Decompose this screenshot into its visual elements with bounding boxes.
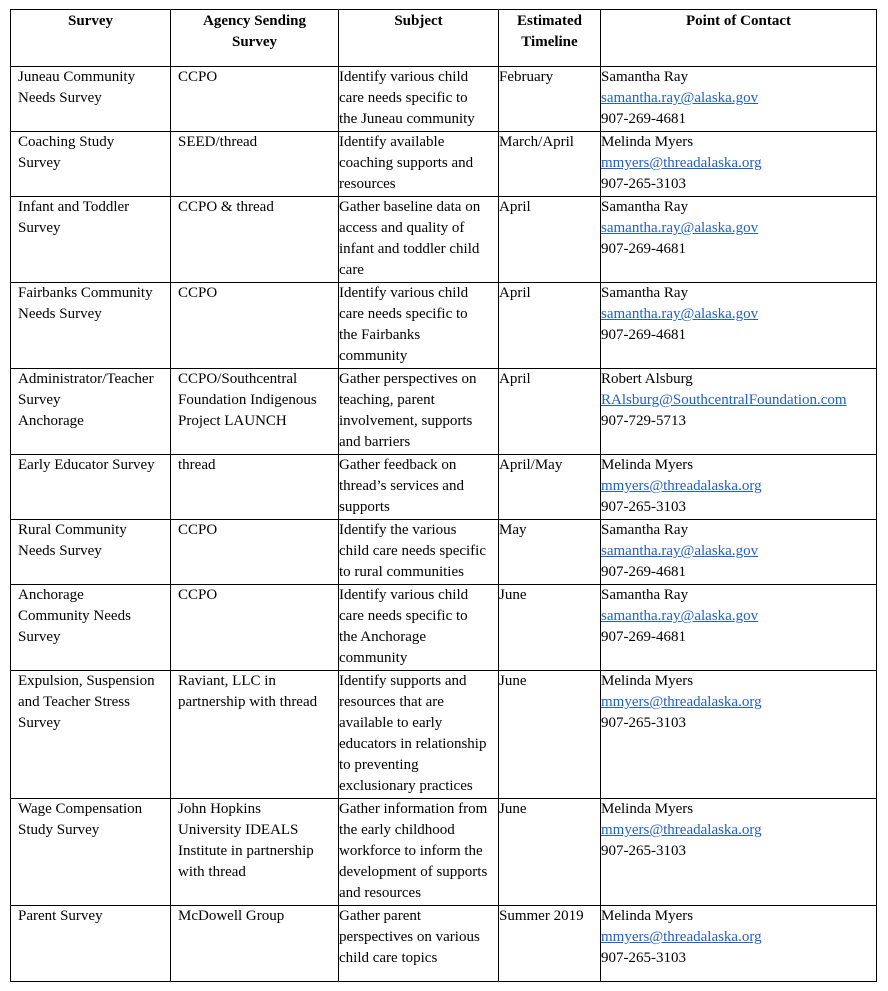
subject-text: Gather perspectives on — [339, 371, 477, 387]
survey-name-text: Survey — [18, 629, 61, 645]
survey-name-text: Parent Survey — [18, 908, 103, 924]
subject-cell — [339, 283, 499, 369]
survey-name-text: Infant and Toddler — [18, 199, 130, 215]
survey-name-text: Study Survey — [18, 822, 100, 838]
survey-cell — [11, 671, 171, 799]
contact-name: Samantha Ray — [601, 69, 689, 85]
timeline-cell — [499, 132, 601, 197]
contact-email-link[interactable]: samantha.ray@alaska.gov — [601, 90, 759, 106]
subject-cell — [339, 67, 499, 132]
table-row — [11, 906, 877, 982]
timeline-text: May — [499, 522, 527, 538]
survey-cell — [11, 369, 171, 455]
agency-text: CCPO — [178, 522, 218, 538]
subject-text: resources — [339, 176, 396, 192]
table-row — [11, 585, 877, 671]
contact-email-link[interactable]: RAlsburg@SouthcentralFoundation.com — [601, 392, 847, 408]
header-text: Survey — [68, 13, 113, 29]
table-row — [11, 520, 877, 585]
timeline-cell — [499, 67, 601, 132]
header-text: Subject — [394, 13, 443, 29]
agency-text: SEED/thread — [178, 134, 258, 150]
table-row — [11, 197, 877, 283]
header-text: Estimated — [517, 13, 582, 29]
timeline-text: Summer 2019 — [499, 908, 584, 924]
subject-text: care needs specific to — [339, 90, 468, 106]
subject-cell — [339, 671, 499, 799]
agency-text: CCPO — [178, 587, 218, 603]
agency-text: Project LAUNCH — [178, 413, 287, 429]
agency-cell — [171, 132, 339, 197]
subject-text: development of supports — [339, 864, 488, 880]
contact-cell — [601, 520, 877, 585]
contact-email-link[interactable]: samantha.ray@alaska.gov — [601, 608, 759, 624]
subject-text: care needs specific to — [339, 608, 468, 624]
survey-cell — [11, 520, 171, 585]
subject-text: Identify available — [339, 134, 445, 150]
contact-name: Robert Alsburg — [601, 371, 693, 387]
subject-text: Identify the various — [339, 522, 457, 538]
subject-text: Gather baseline data on — [339, 199, 481, 215]
timeline-text: February — [499, 69, 554, 85]
subject-text: community — [339, 348, 408, 364]
survey-name-text: Anchorage — [18, 587, 84, 603]
subject-text: Identify various child — [339, 285, 469, 301]
survey-name-text: Fairbanks Community — [18, 285, 153, 301]
agency-text: partnership with thread — [178, 694, 318, 710]
subject-text: the early childhood — [339, 822, 455, 838]
table-row — [11, 455, 877, 520]
subject-text: Identify various child — [339, 587, 469, 603]
survey-cell — [11, 906, 171, 982]
contact-name: Samantha Ray — [601, 199, 689, 215]
contact-phone: 907-269-4681 — [601, 327, 686, 343]
timeline-cell — [499, 585, 601, 671]
contact-email-link[interactable]: mmyers@threadalaska.org — [601, 694, 762, 710]
subject-text: exclusionary practices — [339, 778, 473, 794]
survey-cell — [11, 132, 171, 197]
subject-text: thread’s services and — [339, 478, 464, 494]
timeline-cell — [499, 197, 601, 283]
subject-cell — [339, 520, 499, 585]
agency-text: CCPO — [178, 285, 218, 301]
header-contact — [601, 10, 877, 67]
contact-cell — [601, 585, 877, 671]
agency-cell — [171, 455, 339, 520]
contact-phone: 907-265-3103 — [601, 950, 686, 966]
agency-text: University IDEALS — [178, 822, 299, 838]
header-agency — [171, 10, 339, 67]
agency-cell — [171, 585, 339, 671]
survey-cell — [11, 283, 171, 369]
timeline-cell — [499, 671, 601, 799]
contact-name: Melinda Myers — [601, 801, 694, 817]
subject-text: Identify various child — [339, 69, 469, 85]
timeline-cell — [499, 520, 601, 585]
subject-text: child care topics — [339, 950, 438, 966]
agency-cell — [171, 369, 339, 455]
agency-text: CCPO/Southcentral — [178, 371, 298, 387]
agency-text: Institute in partnership — [178, 843, 314, 859]
subject-text: and barriers — [339, 434, 411, 450]
timeline-cell — [499, 799, 601, 906]
survey-cell — [11, 67, 171, 132]
contact-cell — [601, 67, 877, 132]
subject-cell — [339, 455, 499, 520]
survey-name-text: and Teacher Stress — [18, 694, 130, 710]
table-header — [11, 10, 877, 67]
header-timeline — [499, 10, 601, 67]
survey-name-text: Survey — [18, 715, 61, 731]
header-text: Point of Contact — [686, 13, 791, 29]
subject-text: Gather information from — [339, 801, 488, 817]
contact-name: Samantha Ray — [601, 522, 689, 538]
subject-text: available to early — [339, 715, 443, 731]
survey-name-text: Expulsion, Suspension — [18, 673, 155, 689]
subject-text: resources that are — [339, 694, 444, 710]
contact-cell — [601, 132, 877, 197]
timeline-cell — [499, 369, 601, 455]
contact-phone: 907-269-4681 — [601, 629, 686, 645]
contact-phone: 907-269-4681 — [601, 564, 686, 580]
contact-phone: 907-265-3103 — [601, 176, 686, 192]
contact-email-link[interactable]: mmyers@threadalaska.org — [601, 155, 762, 171]
survey-schedule-table — [10, 9, 877, 982]
subject-text: child care needs specific — [339, 543, 487, 559]
agency-cell — [171, 67, 339, 132]
contact-cell — [601, 369, 877, 455]
survey-cell — [11, 455, 171, 520]
subject-text: the Juneau community — [339, 111, 475, 127]
table-row — [11, 671, 877, 799]
header-text: Timeline — [521, 34, 578, 50]
contact-phone: 907-269-4681 — [601, 241, 686, 257]
contact-name: Melinda Myers — [601, 134, 694, 150]
contact-name: Melinda Myers — [601, 673, 694, 689]
contact-email-link[interactable]: samantha.ray@alaska.gov — [601, 543, 759, 559]
survey-name-text: Juneau Community — [18, 69, 136, 85]
survey-name-text: Needs Survey — [18, 543, 102, 559]
survey-cell — [11, 197, 171, 283]
timeline-cell — [499, 283, 601, 369]
contact-name: Melinda Myers — [601, 457, 694, 473]
timeline-text: April/May — [499, 457, 563, 473]
agency-text: Foundation Indigenous — [178, 392, 317, 408]
subject-text: community — [339, 650, 408, 666]
survey-name-text: Needs Survey — [18, 90, 102, 106]
timeline-cell — [499, 906, 601, 982]
agency-cell — [171, 283, 339, 369]
subject-text: to preventing — [339, 757, 419, 773]
survey-name-text: Anchorage — [18, 413, 84, 429]
survey-cell — [11, 799, 171, 906]
survey-name-text: Survey — [18, 155, 61, 171]
timeline-text: June — [499, 587, 527, 603]
contact-name: Samantha Ray — [601, 285, 689, 301]
contact-phone: 907-729-5713 — [601, 413, 686, 429]
agency-cell — [171, 906, 339, 982]
contact-phone: 907-265-3103 — [601, 499, 686, 515]
timeline-cell — [499, 455, 601, 520]
survey-name-text: Survey — [18, 220, 61, 236]
subject-text: teaching, parent — [339, 392, 435, 408]
contact-phone: 907-265-3103 — [601, 843, 686, 859]
header-text: Agency Sending — [203, 13, 306, 29]
timeline-text: June — [499, 673, 527, 689]
header-subject — [339, 10, 499, 67]
contact-phone: 907-269-4681 — [601, 111, 686, 127]
agency-text: John Hopkins — [178, 801, 261, 817]
survey-name-text: Wage Compensation — [18, 801, 143, 817]
agency-cell — [171, 520, 339, 585]
subject-cell — [339, 197, 499, 283]
survey-name-text: Community Needs — [18, 608, 131, 624]
contact-name: Samantha Ray — [601, 587, 689, 603]
subject-text: the Anchorage — [339, 629, 427, 645]
subject-text: coaching supports and — [339, 155, 474, 171]
subject-text: the Fairbanks — [339, 327, 421, 343]
timeline-text: April — [499, 285, 531, 301]
table-row — [11, 67, 877, 132]
contact-email-link[interactable]: mmyers@threadalaska.org — [601, 478, 762, 494]
subject-cell — [339, 906, 499, 982]
timeline-text: March/April — [499, 134, 574, 150]
survey-name-text: Early Educator Survey — [18, 457, 155, 473]
contact-email-link[interactable]: samantha.ray@alaska.gov — [601, 306, 759, 322]
subject-text: Gather parent — [339, 908, 422, 924]
header-text: Survey — [232, 34, 277, 50]
survey-name-text: Coaching Study — [18, 134, 115, 150]
agency-text: CCPO & thread — [178, 199, 274, 215]
agency-text: CCPO — [178, 69, 218, 85]
contact-cell — [601, 197, 877, 283]
subject-text: perspectives on various — [339, 929, 480, 945]
contact-cell — [601, 455, 877, 520]
contact-email-link[interactable]: mmyers@threadalaska.org — [601, 822, 762, 838]
subject-text: involvement, supports — [339, 413, 473, 429]
contact-cell — [601, 799, 877, 906]
subject-cell — [339, 369, 499, 455]
survey-name-text: Rural Community — [18, 522, 127, 538]
table-row — [11, 799, 877, 906]
timeline-text: April — [499, 371, 531, 387]
subject-cell — [339, 799, 499, 906]
agency-text: Raviant, LLC in — [178, 673, 276, 689]
contact-cell — [601, 283, 877, 369]
table-row — [11, 283, 877, 369]
subject-text: care — [339, 262, 364, 278]
subject-cell — [339, 132, 499, 197]
subject-text: educators in relationship — [339, 736, 487, 752]
table-row — [11, 132, 877, 197]
subject-text: and resources — [339, 885, 422, 901]
table-body — [11, 67, 877, 982]
contact-cell — [601, 906, 877, 982]
agency-text: with thread — [178, 864, 246, 880]
contact-cell — [601, 671, 877, 799]
agency-cell — [171, 197, 339, 283]
subject-cell — [339, 585, 499, 671]
agency-text: thread — [178, 457, 216, 473]
contact-email-link[interactable]: mmyers@threadalaska.org — [601, 929, 762, 945]
survey-cell — [11, 585, 171, 671]
subject-text: supports — [339, 499, 390, 515]
header-survey — [11, 10, 171, 67]
subject-text: access and quality of — [339, 220, 465, 236]
subject-text: care needs specific to — [339, 306, 468, 322]
agency-cell — [171, 799, 339, 906]
subject-text: Gather feedback on — [339, 457, 457, 473]
contact-email-link[interactable]: samantha.ray@alaska.gov — [601, 220, 759, 236]
agency-cell — [171, 671, 339, 799]
timeline-text: June — [499, 801, 527, 817]
subject-text: infant and toddler child — [339, 241, 480, 257]
survey-name-text: Needs Survey — [18, 306, 102, 322]
subject-text: workforce to inform the — [339, 843, 483, 859]
contact-name: Melinda Myers — [601, 908, 694, 924]
agency-text: McDowell Group — [178, 908, 285, 924]
table-row — [11, 369, 877, 455]
header-row — [11, 10, 877, 67]
timeline-text: April — [499, 199, 531, 215]
subject-text: Identify supports and — [339, 673, 467, 689]
survey-name-text: Survey — [18, 392, 61, 408]
survey-name-text: Administrator/Teacher — [18, 371, 154, 387]
contact-phone: 907-265-3103 — [601, 715, 686, 731]
subject-text: to rural communities — [339, 564, 464, 580]
